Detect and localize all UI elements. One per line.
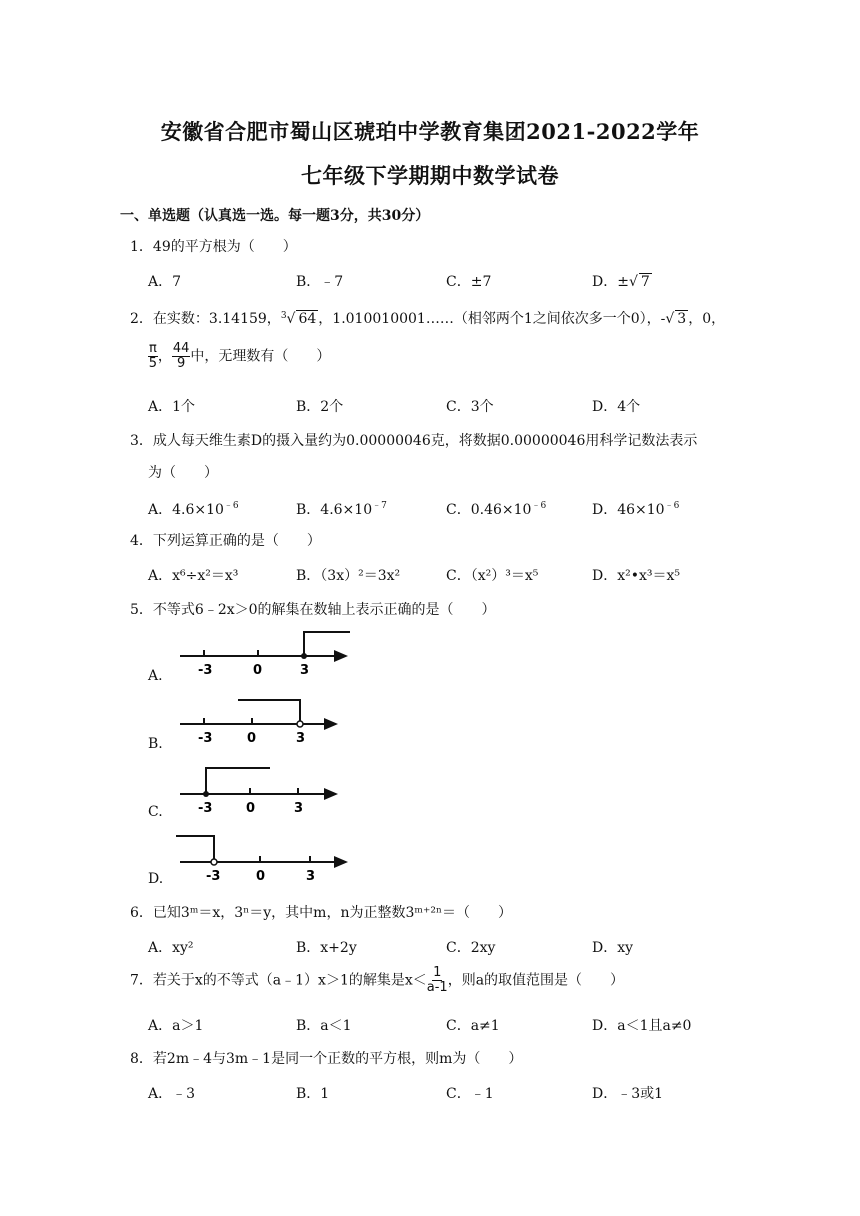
- option-c: C．2xy: [446, 940, 496, 956]
- question-2-stem-line2: $\frac{\pi}{5}$ ， $\frac{44}{9}$ 中，无理数有（ ）: [148, 341, 331, 371]
- option-d: D．x²•x³＝x⁵: [592, 568, 681, 584]
- option-b: B．（3x）²＝3x²: [296, 568, 401, 584]
- option-d: D．4个: [592, 399, 641, 415]
- question-2-stem-line1: 2．在实数：3.14159，$^3$√ 64 ，1.010010001……（相邻两个1之间依次多一个0），-√ 3 ，0，: [130, 311, 726, 327]
- option-b: B．﹣7: [296, 274, 344, 290]
- number-line-d: [170, 826, 360, 886]
- tick-label: 3: [306, 869, 316, 884]
- option-c-label: C.: [148, 804, 163, 820]
- tick-label: 3: [296, 731, 306, 746]
- number-line-b: [170, 690, 360, 750]
- tick-label: -3: [206, 869, 221, 884]
- number-line-c: [170, 758, 360, 818]
- option-d: D．﹣3或1: [592, 1086, 664, 1102]
- option-c: C．3个: [446, 399, 494, 415]
- option-c: C．﹣1: [446, 1086, 494, 1102]
- option-c: C．±7: [446, 274, 492, 290]
- tick-label: -3: [198, 731, 213, 746]
- option-a: A．1个: [148, 399, 196, 415]
- radicand: 7: [640, 274, 650, 290]
- fraction-pi-over-5: $\frac{\pi}{5}$: [148, 341, 158, 371]
- option-a: A．7: [148, 274, 182, 290]
- option-b: B．2个: [296, 399, 344, 415]
- cube-root-radicand: 64: [298, 311, 317, 327]
- option-c: C．a≠1: [446, 1018, 500, 1034]
- option-b: B．1: [296, 1086, 330, 1102]
- option-d-label: D.: [148, 871, 164, 887]
- question-1-stem: 1．49的平方根为（ ）: [130, 239, 297, 255]
- option-a-label: A.: [148, 668, 163, 684]
- option-d: D．xy: [592, 940, 634, 956]
- question-7-stem: 7．若关于x的不等式（a﹣1）x＞1的解集是x＜ $\frac{1}{a-1}$ ，则a的取值范围是（ ）: [130, 965, 625, 995]
- question-7-options: [148, 1015, 748, 1035]
- question-8-stem: 8．若2m﹣4与3m﹣1是同一个正数的平方根，则m为（ ）: [130, 1051, 523, 1067]
- question-5-stem: 5．不等式6﹣2x＞0的解集在数轴上表示正确的是（ ）: [130, 602, 496, 618]
- question-6-stem: 6．已知3ᵐ＝x，3ⁿ＝y，其中m，n为正整数3ᵐ⁺²ⁿ＝（ ）: [130, 905, 513, 921]
- question-3-stem-line2: 为（ ）: [148, 465, 218, 481]
- option-a: A．$4.6\times 10^{﹣6}$: [148, 501, 239, 518]
- option-b: B．x+2y: [296, 940, 357, 956]
- tick-label: 0: [253, 663, 263, 678]
- tick-label: -3: [198, 801, 213, 816]
- question-8-options: [148, 1083, 748, 1103]
- fraction-1-over-a-minus-1: $\frac{1}{a-1}$: [426, 965, 448, 995]
- tick-label: 0: [246, 801, 256, 816]
- page-title: 安徽省合肥市蜀山区琥珀中学教育集团2021-2022学年: [160, 119, 700, 144]
- section-heading: 一、单选题（认真选一选。每一题3分，共30分）: [120, 208, 430, 224]
- option-a: A．a＞1: [148, 1018, 204, 1034]
- tick-label: 0: [256, 869, 266, 884]
- tick-label: 0: [247, 731, 257, 746]
- option-c: C．（x²）³＝x⁵: [446, 568, 539, 584]
- question-4-stem: 4．下列运算正确的是（ ）: [130, 533, 321, 549]
- tick-label: 3: [300, 663, 310, 678]
- option-a: A．﹣3: [148, 1086, 196, 1102]
- tick-label: 3: [294, 801, 304, 816]
- option-a: A．x⁶÷x²＝x³: [148, 568, 239, 584]
- fraction-44-over-9: $\frac{44}{9}$: [172, 341, 190, 371]
- option-a: A．xy²: [148, 940, 194, 956]
- question-3-stem-line1: 3．成人每天维生素D的摄入量约为0.00000046克，将数据0.00000046用科学记数法表示: [130, 433, 698, 449]
- question-6-options: [148, 937, 748, 957]
- option-b: B．a＜1: [296, 1018, 352, 1034]
- option-d: D．a＜1且a≠0: [592, 1018, 692, 1034]
- question-3-options: [148, 498, 748, 518]
- option-c: C．$0.46\times 10^{﹣6}$: [446, 501, 547, 518]
- sqrt-radicand: 3: [677, 311, 687, 327]
- page-subtitle: 七年级下学期期中数学试卷: [301, 163, 559, 188]
- option-d: D．±√ 7: [592, 274, 650, 290]
- option-d: D．$46\times 10^{﹣6}$: [592, 501, 680, 518]
- question-4-options: [148, 565, 748, 585]
- question-1-options: [148, 271, 748, 291]
- option-b: B．$4.6\times 10^{﹣7}$: [296, 501, 387, 518]
- number-line-a: [170, 622, 360, 682]
- question-2-options: [148, 396, 748, 416]
- tick-label: -3: [198, 663, 213, 678]
- option-b-label: B.: [148, 736, 163, 752]
